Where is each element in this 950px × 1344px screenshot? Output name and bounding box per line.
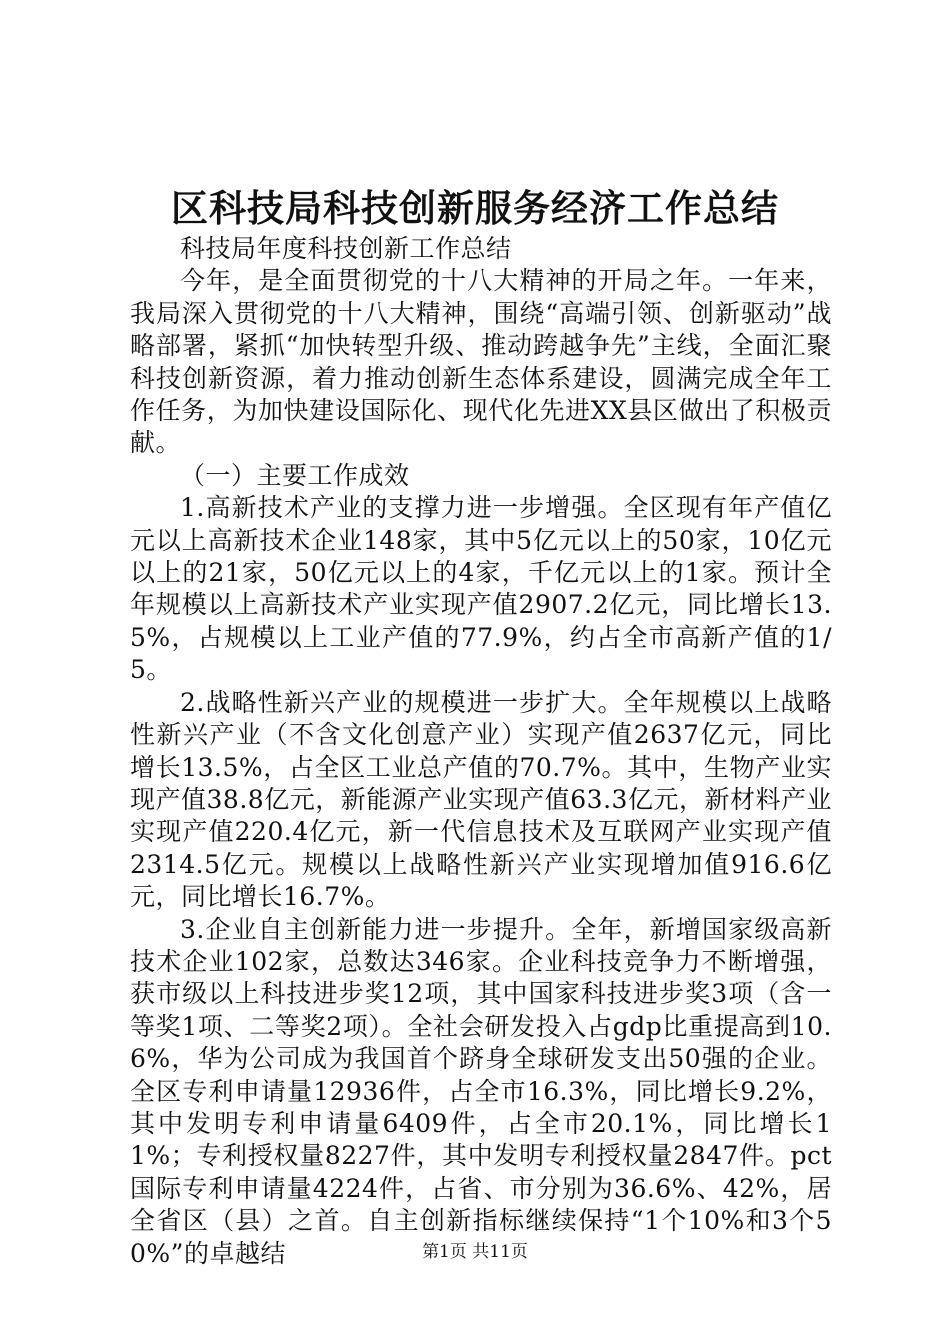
document-title: 区科技局科技创新服务经济工作总结 — [171, 186, 779, 230]
page-number-footer: 第1页 共11页 — [422, 1242, 528, 1262]
document-body — [130, 233, 832, 1270]
intro-paragraph: 今年，是全面贯彻党的十八大精神的开局之年。一年来，我局深入贯彻党的十八大精神，围绕“高端引领、创新驱动”战略部署，紧抓“加快转型升级、推动跨越争先”主线，全面汇聚科技创新资源，着力推动创新生态体系建设，圆满完成全年工作任务，为加快建设国际化、现代化先进XX县区做出了积极贡献。 — [130, 266, 832, 458]
item-paragraph-2: 2.战略性新兴产业的规模进一步扩大。全年规模以上战略性新兴产业（不含文化创意产业）实现产值2637亿元，同比增长13.5%，占全区工业总产值的70.7%。其中，生物产业实现产值38.8亿元，新能源产业实现产值63.3亿元，新材料产业实现产值220.4亿元，新一代信息技术及互联网产业实现产值2314.5亿元。规模以上战略性新兴产业实现增加值916.6亿元，同比增长16.7%。 — [130, 687, 832, 912]
item-paragraph-1: 1.高新技术产业的支撑力进一步增强。全区现有年产值亿元以上高新技术企业148家，其中5亿元以上的50家，10亿元以上的21家，50亿元以上的4家，千亿元以上的1家。预计全年规模以上高新技术产业实现产值2907.2亿元，同比增长13.5%，占规模以上工业产值的77.9%，约占全市高新产值的1/5。 — [130, 493, 832, 685]
subtitle-paragraph: 科技局年度科技创新工作总结 — [180, 234, 512, 263]
item-paragraph-3: 3.企业自主创新能力进一步提升。全年，新增国家级高新技术企业102家，总数达346家。企业科技竞争力不断增强，获市级以上科技进步奖12项，其中国家科技进步奖3项（含一等奖1项、二等奖2项）。全社会研发投入占gdp比重提高到10.6%，华为公司成为我国首个跻身全球研发支出50强的企业。全区专利申请量12936件，占全市16.3%，同比增长9.2%，其中发明专利申请量6409件，占全市20.1%，同比增长11%；专利授权量8227件，其中发明专利授权量2847件。pct国际专利申请量4224件，占省、市分别为36.6%、42%，居全省区（县）之首。自主创新指标继续保持“1个10%和3个50%”的卓越结 — [130, 914, 832, 1268]
section-heading: （一）主要工作成效 — [180, 460, 410, 490]
